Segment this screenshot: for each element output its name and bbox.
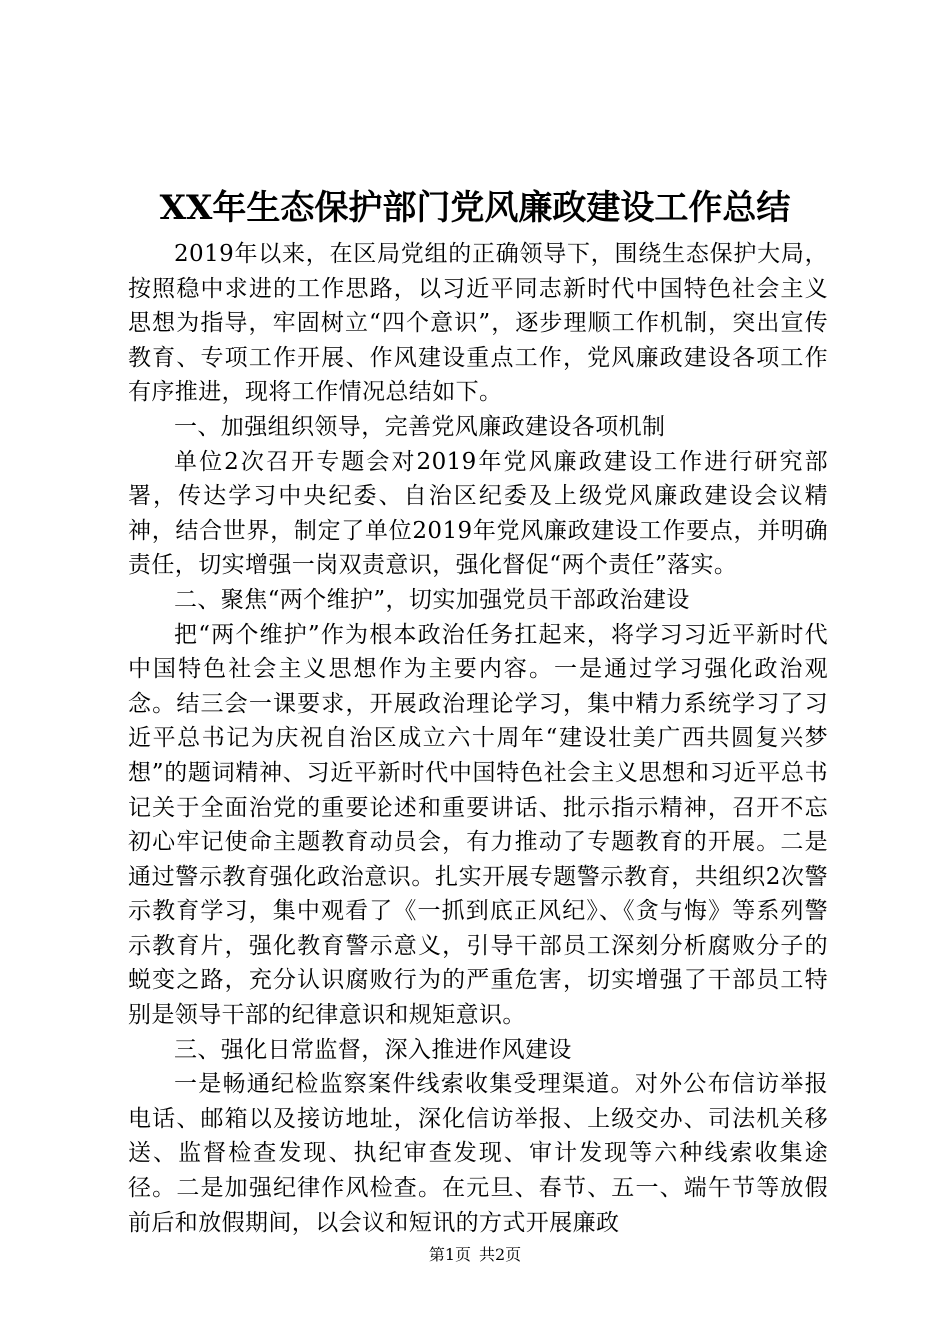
document-title: XX年生态保护部门党风廉政建设工作总结 — [159, 188, 791, 228]
paragraph-section-1: 单位2次召开专题会对2019年党风廉政建设工作进行研究部署，传达学习中央纪委、自治区纪委及上级党风廉政建设会议精神，结合世界，制定了单位2019年党风廉政建设工作要点，并明确责任，切实增强一岗双责意识，强化督促“两个责任”落实。 — [128, 448, 828, 579]
paragraph-intro: 2019年以来，在区局党组的正确领导下，围绕生态保护大局，按照稳中求进的工作思路，以习近平同志新时代中国特色社会主义思想为指导，牢固树立“四个意识”，逐步理顺工作机制，突出宣传教育、专项工作开展、作风建设重点工作，党风廉政建设各项工作有序推进，现将工作情况总结如下。 — [128, 241, 828, 406]
paragraph-section-2: 把“两个维护”作为根本政治任务扛起来，将学习习近平新时代中国特色社会主义思想作为主要内容。一是通过学习强化政治观念。结三会一课要求，开展政治理论学习，集中精力系统学习了习近平总书记为庆祝自治区成立六十周年“建设壮美广西共圆复兴梦想”的题词精神、习近平新时代中国特色社会主义思想和习近平总书记关于全面治党的重要论述和重要讲话、批示指示精神，召开不忘初心牢记使命主题教育动员会，有力推动了专题教育的开展。二是通过警示教育强化政治意识。扎实开展专题警示教育，共组织2次警示教育学习，集中观看了《一抓到底正风纪》、《贪与悔》等系列警示教育片，强化教育警示意义，引导干部员工深刻分析腐败分子的蜕变之路，充分认识腐败行为的严重危害，切实增强了干部员工特别是领导干部的纪律意识和规矩意识。 — [128, 621, 828, 1029]
paragraph-section-3: 一是畅通纪检监察案件线索收集受理渠道。对外公布信访举报电话、邮箱以及接访地址，深化信访举报、上级交办、司法机关移送、监督检查发现、执纪审查发现、审计发现等六种线索收集途径。二是加强纪律作风检查。在元旦、春节、五一、端午节等放假前后和放假期间，以会议和短讯的方式开展廉政 — [128, 1071, 828, 1236]
section-heading-3: 三、强化日常监督，深入推进作风建设 — [174, 1036, 572, 1063]
page-number: 第1页 — [428, 1245, 471, 1264]
section-heading-1: 一、加强组织领导，完善党风廉政建设各项机制 — [174, 413, 666, 440]
document-body — [128, 237, 828, 1240]
section-heading-2: 二、聚焦“两个维护”，切实加强党员干部政治建设 — [174, 586, 690, 613]
page-total: 共2页 — [479, 1245, 522, 1264]
page-footer — [0, 1244, 950, 1266]
